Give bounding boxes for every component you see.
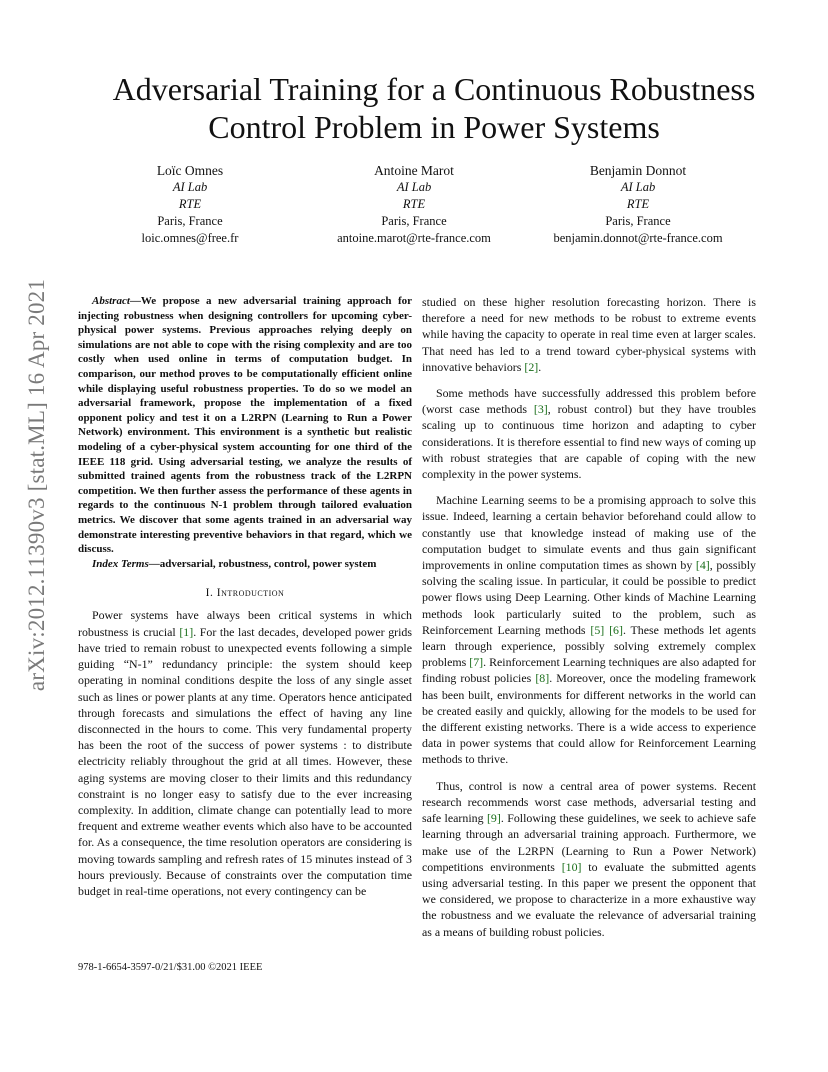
author-city: Paris, France [157,214,223,228]
paragraph [422,294,756,375]
author-email: benjamin.donnot@rte-france.com [553,231,723,245]
citation-link[interactable]: [2] [524,359,539,374]
abstract [78,294,412,557]
author-city: Paris, France [381,214,447,228]
arxiv-stamp [12,278,62,692]
paragraph-text: studied on these higher resolution forecasting horizon. There is therefore a need for new methods to be robust to extreme events while having the capacity to operate in real time even at larger scales. That need has led to a trend toward cyber-physical systems with innovative behaviors [422,295,756,374]
index-terms-text: —adversarial, robustness, control, power system [148,557,377,570]
author-city: Paris, France [605,214,671,228]
left-column [78,294,412,909]
paragraph-text: . [538,359,542,374]
copyright-footer: 978-1-6654-3597-0/21/$31.00 ©2021 IEEE [78,962,263,973]
citation-link[interactable]: [4] [695,558,710,573]
paragraph-text: Some methods have successfully addressed this problem before (worst case methods [422,386,756,417]
abstract-text: —We propose a new adversarial training approach for injecting robustness when designing controllers for upcoming cyber-physical power systems. Previous approaches relying deeply on simulations are not able to cope with the rising complexity and are too costly when used online in terms of computation budget. In comparison, our method proves to be computationally efficient online while displaying useful robustness properties. To do so we model an adversarial framework, propose the implementation of a fixed opponent policy and test it on a L2RPN (Learning to Run a Power Network) environment. This environment is a synthetic but realistic modeling of a cyber-physical system accounting for one third of the IEEE 118 grid. Using adversarial testing, we analyze the results of submitted trained agents from the robustness track of the L2RPN competition. We then further assess the performance of these agents in regards to the continuous N-1 problem through tailored evaluation metrics. We discover that some agents trained in an adversarial way demonstrate interesting preventive behaviors in that regard, which we discuss. [78,295,412,556]
arxiv-identifier: arXiv:2012.11390v3 [stat.ML] 16 Apr 2021 [24,278,50,692]
citation-link[interactable]: [5] [590,622,605,637]
author-email: antoine.marot@rte-france.com [337,231,491,245]
paragraph-text: . Moreover, once the modeling framework has been built, environments for different networks in the world can be created easily and quickly, allowing for the models to be used for the different existing networks. There is a wide access to experience data in power systems that could allow for Reinforcement Learning methods to thrive. [422,671,756,767]
paragraph [78,607,412,899]
section-heading-introduction: I. Introduction [205,587,285,600]
abstract-lead: Abstract [92,295,130,307]
author-block [78,162,750,247]
index-terms-lead: Index Terms [92,557,149,570]
author-org: AI Lab [172,180,208,194]
paragraph-text: , possibly solving the scaling issue. In particular, it could be possible to predict power flows using Deep Learning. Other kinds of Machine Learning methods look particularly suited to the problem, such as Reinforcement Learning methods [422,558,756,637]
author-1 [78,162,302,247]
paragraph-text: Machine Learning seems to be a promising approach to solve this issue. Indeed, learning a certain behavior beforehand could allow to constantly use that knowledge instead of making use of the computation budget to simulate events and thus gain significant improvements in online computation times as shown by [422,493,756,573]
author-name: Loïc Omnes [156,163,224,178]
citation-link[interactable]: [10] [561,859,582,874]
author-name: Antoine Marot [374,163,454,178]
paragraph-text: Thus, control is now a central area of power systems. Recent research recommends worst case methods, adversarial testing and safe learning [422,778,756,826]
citation-link[interactable]: [7] [469,655,484,670]
author-unit: RTE [402,197,426,211]
paragraph [422,385,756,482]
paragraph-text: . Following these guidelines, we seek to achieve safe learning through an adversarial training approach. Furthermore, we make use of the L2RPN (Learning to Run a Power Network) competitions environments [422,811,756,874]
paragraph-text: . For the last decades, developed power grids have tried to remain robust to unexpected events following a simple guiding “N-1” redundancy principle: the system should keep operating in nominal conditions despite the loss of any single asset such as lines or power plants at any time. Operators hence anticipated through forecasts and simulations the effect of having any line disconnected in the hours to come. This very fundamental property has been the root of the success of power systems : to distribute electricity reliably throughout the grid at all times. However, these aging systems are moving closer to their limits and this redundancy constraint is no longer easy to satisfy due to the ever increasing complexity. In addition, climate change can potentially lead to more frequent and extreme weather events which also have to be accounted for. As a consequence, the time resolution operators are considering is moving towards sampling and refresh rates of 15 minutes instead of 3 hours previously. Because of constraints over the computation time budget in real-time operations, not every contingency can be [78,624,412,898]
paragraph-text: Power systems have always been critical systems in which robustness is crucial [78,608,412,639]
author-email: loic.omnes@free.fr [141,231,239,245]
author-2 [302,162,526,247]
right-column [422,294,756,950]
paragraph-text: . Reinforcement Learning techniques are also adapted for finding robust policies [422,655,756,686]
author-3 [526,162,750,247]
paper-title: Adversarial Training for a Continuous Robustness Control Problem in Power Systems [112,71,756,145]
citation-link[interactable]: [9] [486,811,501,826]
index-terms [78,557,412,572]
paragraph-text: . These methods let agents learn through experience, possibly solving extremely complex problems [422,622,756,670]
author-unit: RTE [626,197,650,211]
author-org: AI Lab [620,180,656,194]
citation-link[interactable]: [6] [609,622,623,637]
author-org: AI Lab [396,180,432,194]
author-unit: RTE [178,197,202,211]
paragraph [422,492,756,767]
citation-link[interactable]: [3] [533,402,548,417]
paragraph-text: , robust control) but they have troubles scaling up to continuous time horizon and adapting to cyber considerations. It is therefore essential to find new ways of coming up with robust strategies that are capable of coping with the new complexity in the power systems. [422,402,756,482]
paragraph [422,778,756,940]
citation-link[interactable]: [1] [179,624,194,639]
paragraph-text: to evaluate the submitted agents using adversarial testing. In this paper we present the opponent that we considered, we propose to characterize in a more exhaustive way the robustness and we evaluate the relevance of adversarial training as a means of building robust policies. [422,859,756,939]
author-name: Benjamin Donnot [589,163,687,178]
citation-link[interactable]: [8] [535,671,550,686]
